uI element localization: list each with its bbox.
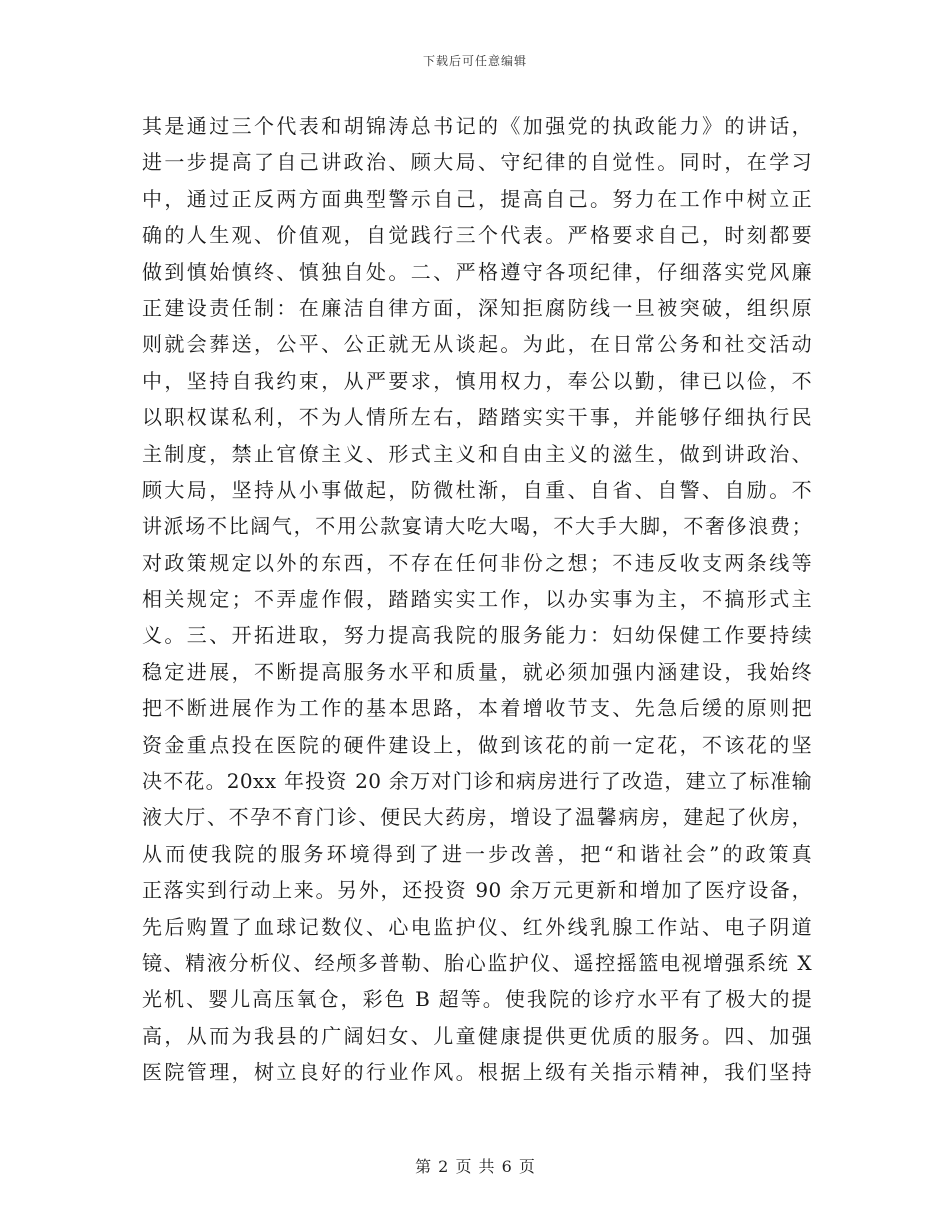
document-body <box>142 108 812 1091</box>
body-line: 中，坚持自我约束，从严要求，慎用权力，奉公以勤，律已以俭，不 <box>142 368 812 393</box>
body-line: 主制度，禁止官僚主义、形式主义和自由主义的滋生，做到讲政治、 <box>142 441 812 466</box>
body-line: 中，通过正反两方面典型警示自己，提高自己。努力在工作中树立正 <box>142 186 812 211</box>
body-line: 对政策规定以外的东西，不存在任何非份之想；不违反收支两条线等 <box>142 550 812 575</box>
body-line: 做到慎始慎终、慎独自处。二、严格遵守各项纪律，仔细落实党风廉 <box>142 259 812 284</box>
body-line: 顾大局，坚持从小事做起，防微杜渐，自重、自省、自警、自励。不 <box>142 477 812 502</box>
body-line: 义。三、开拓进取，努力提高我院的服务能力：妇幼保健工作要持续 <box>142 623 812 648</box>
body-line: 则就会葬送，公平、公正就无从谈起。为此，在日常公务和社交活动 <box>142 332 812 357</box>
body-line: 从而使我院的服务环境得到了进一步改善，把“和谐社会”的政策真 <box>142 841 812 866</box>
body-line: 以职权谋私利，不为人情所左右，踏踏实实干事，并能够仔细执行民 <box>142 405 812 430</box>
body-line: 液大厅、不孕不育门诊、便民大药房，增设了温馨病房，建起了伙房， <box>142 805 812 830</box>
body-line: 相关规定；不弄虚作假，踏踏实实工作，以办实事为主，不搞形式主 <box>142 587 812 612</box>
body-line: 决不花。20xx 年投资 20 余万对门诊和病房进行了改造，建立了标准输 <box>142 769 812 794</box>
page-number-footer: 第 2 页 共 6 页 <box>415 1157 535 1176</box>
body-line: 资金重点投在医院的硬件建设上，做到该花的前一定花，不该花的坚 <box>142 732 812 757</box>
body-line: 高，从而为我县的广阔妇女、儿童健康提供更优质的服务。四、加强 <box>142 1023 812 1048</box>
body-line: 光机、婴儿高压氧仓，彩色 B 超等。使我院的诊疗水平有了极大的提 <box>142 987 812 1012</box>
body-line: 其是通过三个代表和胡锦涛总书记的《加强党的执政能力》的讲话， <box>142 114 812 138</box>
body-line: 把不断进展作为工作的基本思路，本着增收节支、先急后缓的原则把 <box>142 696 812 721</box>
body-line: 正建设责任制：在廉洁自律方面，深知拒腐防线一旦被突破，组织原 <box>142 295 812 320</box>
page-header: 下载后可任意编辑 <box>422 54 527 68</box>
body-line: 讲派场不比阔气，不用公款宴请大吃大喝，不大手大脚，不奢侈浪费； <box>142 514 812 539</box>
body-line: 稳定进展，不断提高服务水平和质量，就必须加强内涵建设，我始终 <box>142 659 812 684</box>
body-line: 进一步提高了自己讲政治、顾大局、守纪律的自觉性。同时，在学习 <box>142 150 812 175</box>
body-line: 确的人生观、价值观，自觉践行三个代表。严格要求自己，时刻都要 <box>142 223 812 248</box>
body-line: 先后购置了血球记数仪、心电监护仪、红外线乳腺工作站、电子阴道 <box>142 914 812 939</box>
body-line: 镜、精液分析仪、经颅多普勒、胎心监护仪、遥控摇篮电视增强系统 X <box>142 950 812 975</box>
body-line: 正落实到行动上来。另外，还投资 90 余万元更新和增加了医疗设备， <box>142 878 812 903</box>
body-line: 医院管理，树立良好的行业作风。根据上级有关指示精神，我们坚持 <box>142 1060 812 1085</box>
